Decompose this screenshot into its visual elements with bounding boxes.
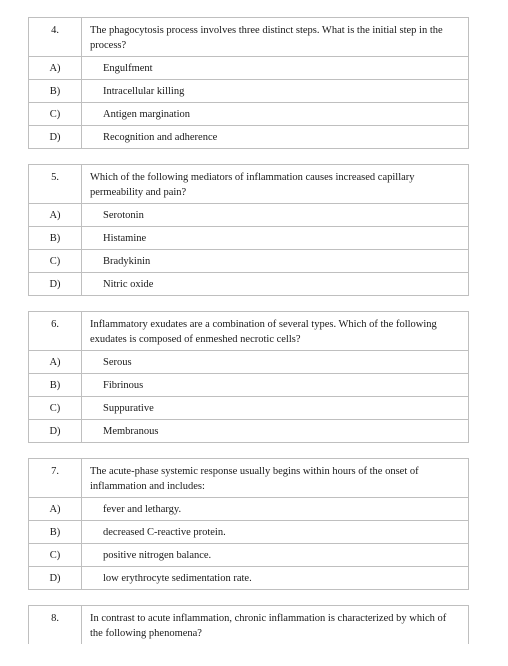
question-row <box>29 312 469 351</box>
option-row[interactable] <box>29 498 469 521</box>
question-text: The acute-phase systemic response usually begins within hours of the onset of inflammation and includes: <box>82 459 469 498</box>
option-letter: C) <box>29 397 82 420</box>
option-row[interactable] <box>29 397 469 420</box>
option-text: Membranous <box>82 420 469 443</box>
option-text: Serous <box>82 351 469 374</box>
option-letter: C) <box>29 250 82 273</box>
option-row[interactable] <box>29 544 469 567</box>
question-block-5 <box>28 164 469 296</box>
option-text: Recognition and adherence <box>82 126 469 149</box>
option-row[interactable] <box>29 80 469 103</box>
option-text: Histamine <box>82 227 469 250</box>
question-number: 7. <box>29 459 82 498</box>
option-text: Serotonin <box>82 204 469 227</box>
option-letter: A) <box>29 204 82 227</box>
option-text: low erythrocyte sedimentation rate. <box>82 567 469 590</box>
option-letter: D) <box>29 567 82 590</box>
option-row[interactable] <box>29 273 469 296</box>
question-row <box>29 459 469 498</box>
option-text: Antigen margination <box>82 103 469 126</box>
question-block-7 <box>28 458 469 590</box>
option-letter: A) <box>29 351 82 374</box>
option-row[interactable] <box>29 374 469 397</box>
question-text: Which of the following mediators of inflammation causes increased capillary permeability and pain? <box>82 165 469 204</box>
question-text: The phagocytosis process involves three distinct steps. What is the initial step in the process? <box>82 18 469 57</box>
option-row[interactable] <box>29 227 469 250</box>
option-text: Intracellular killing <box>82 80 469 103</box>
question-number: 4. <box>29 18 82 57</box>
option-letter: A) <box>29 498 82 521</box>
option-letter: D) <box>29 273 82 296</box>
option-text: Fibrinous <box>82 374 469 397</box>
question-number: 8. <box>29 606 82 645</box>
option-row[interactable] <box>29 103 469 126</box>
option-letter: D) <box>29 420 82 443</box>
option-text: decreased C-reactive protein. <box>82 521 469 544</box>
option-text: fever and lethargy. <box>82 498 469 521</box>
option-row[interactable] <box>29 351 469 374</box>
option-text: positive nitrogen balance. <box>82 544 469 567</box>
option-text: Nitric oxide <box>82 273 469 296</box>
option-row[interactable] <box>29 521 469 544</box>
option-letter: C) <box>29 103 82 126</box>
option-text: Engulfment <box>82 57 469 80</box>
question-row <box>29 165 469 204</box>
option-letter: B) <box>29 374 82 397</box>
question-block-4 <box>28 17 469 149</box>
question-block-6 <box>28 311 469 443</box>
question-number: 5. <box>29 165 82 204</box>
option-letter: B) <box>29 80 82 103</box>
option-letter: C) <box>29 544 82 567</box>
option-row[interactable] <box>29 567 469 590</box>
question-block-8 <box>28 605 469 644</box>
option-row[interactable] <box>29 204 469 227</box>
question-text: Inflammatory exudates are a combination of several types. Which of the following exudates is composed of enmeshed necrotic cells? <box>82 312 469 351</box>
option-text: Suppurative <box>82 397 469 420</box>
option-letter: D) <box>29 126 82 149</box>
question-number: 6. <box>29 312 82 351</box>
question-row <box>29 18 469 57</box>
option-letter: A) <box>29 57 82 80</box>
option-row[interactable] <box>29 126 469 149</box>
option-row[interactable] <box>29 420 469 443</box>
option-letter: B) <box>29 521 82 544</box>
option-letter: B) <box>29 227 82 250</box>
option-text: Bradykinin <box>82 250 469 273</box>
question-row <box>29 606 469 645</box>
option-row[interactable] <box>29 57 469 80</box>
option-row[interactable] <box>29 250 469 273</box>
question-text: In contrast to acute inflammation, chronic inflammation is characterized by which of the following phenomena? <box>82 606 469 645</box>
